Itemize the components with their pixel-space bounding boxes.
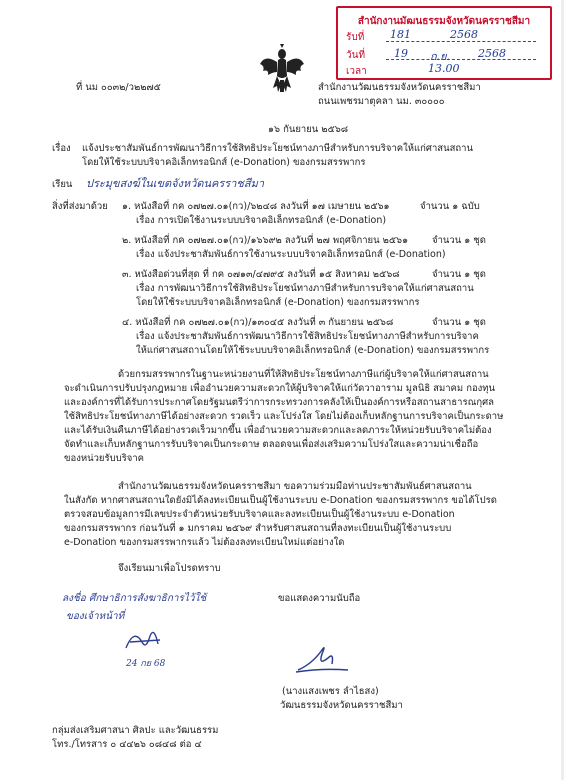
recipient-handwritten: ประมุขสงฆ์ในเขตจังหวัดนครราชสีมา [86, 177, 264, 190]
enclosure-4-line-2: เรื่อง แจ้งประชาสัมพันธ์การพัฒนาวิธีการใช้สิทธิประโยชน์ทางภาษีสำหรับการบริจาค [136, 331, 479, 342]
stamp-recv-month: ก.ย. [430, 50, 451, 63]
stamp-office: สำนักงานมัฒนธรรมจังหวัดนครราชสีมา [357, 16, 531, 27]
stamp-line [386, 59, 536, 60]
para2-line: ของกรมสรรพากร ก่อนวันที่ ๑ มกราคม ๒๕๖๙ สำหรับศาสนสถานที่ลงทะเบียนเป็นผู้ใช้งานระบบ [64, 523, 452, 534]
stamp-recv-row [346, 30, 364, 45]
enclosure-1-qty: จำนวน ๑ ฉบับ [420, 201, 480, 212]
document-date: ๑๖ กันยายน ๒๕๖๘ [268, 124, 349, 135]
signer-title: วัฒนธรรมจังหวัดนครราชสีมา [280, 700, 403, 711]
subject-line-1: แจ้งประชาสัมพันธ์การพัฒนาวิธีการใช้สิทธิประโยชน์ทางภาษีสำหรับการบริจาคให้แก่ศาสนสถาน [82, 143, 473, 154]
enclosure-2-qty: จำนวน ๑ ชุด [432, 235, 486, 246]
enclosure-3-line-3: โดยให้ใช้ระบบบริจาคอิเล็กทรอนิกส์ (e-Donation) ของกรมสรรพากร [136, 297, 420, 308]
enclosure-4-qty: จำนวน ๑ ชุด [432, 317, 486, 328]
stamp-time-label: เวลา [346, 66, 367, 77]
sender-office: สำนักงานวัฒนธรรมจังหวัดนครราชสีมา [318, 82, 481, 93]
enclosure-2-line-1: ๒. หนังสือที่ กค ๐๗๒๗.๐๑(กว)/๑๖๖๙๒ ลงวันที่ ๒๗ พฤศจิกายน ๒๕๖๑ [122, 235, 409, 246]
para1-line: จะดำเนินการปรับปรุงกฎหมาย เพื่ออำนวยความสะดวกให้ผู้บริจาคให้แก่วัดวาอาราม มูลนิธิ สมาคม กองทุน [64, 383, 496, 394]
para2-line: สำนักงานวัฒนธรรมจังหวัดนครราชสีมา ขอความร่วมมือท่านประชาสัมพันธ์ศาสนสถาน [118, 481, 472, 492]
stamp-recv-no: 181 [390, 28, 411, 41]
sender-address: ถนนเพชรมาตุคลา นม. ๓๐๐๐๐ [318, 96, 445, 107]
para2-line: ตรวจสอบข้อมูลการมีเลขประจำตัวหน่วยรับบริจาคและลงทะเบียนเป็นผู้ใช้งานระบบ e-Donation [64, 509, 455, 520]
handwritten-note-line-2: ของเจ้าหน้าที่ [66, 611, 125, 622]
stamp-recv-time: 13.00 [428, 62, 460, 75]
regards-line: ขอแสดงความนับถือ [278, 593, 361, 604]
official-signature-icon [292, 640, 352, 678]
stamp-recv-label: รับที่ [346, 32, 365, 43]
stamp-recv-year: 2568 [450, 28, 478, 41]
enclosures-label: สิ่งที่ส่งมาด้วย [52, 201, 108, 212]
enclosure-4-line-1: ๔. หนังสือที่ กค ๐๗๒๗.๐๑(กว)/๑๓๐๔๕ ลงวันที่ ๓ กันยายน ๒๕๖๘ [122, 317, 394, 328]
stamp-time-row [346, 64, 367, 79]
enclosure-1-line-2: เรื่อง การเปิดใช้งานระบบบริจาคอิเล็กทรอนิกส์ (e-Donation) [136, 215, 387, 226]
handwritten-note-date: 24 กย 68 [126, 659, 166, 669]
stamp-recv-year2: 2568 [478, 47, 506, 60]
stamp-date-row [346, 48, 365, 63]
stamp-recv-day: 19 [394, 47, 408, 60]
enclosure-4-line-3: ให้แก่ศาสนสถานโดยให้ใช้ระบบบริจาคอิเล็กทรอนิกส์ (e-Donation) ของกรมสรรพากร [136, 345, 490, 356]
garuda-emblem-icon [259, 44, 305, 96]
enclosure-3-qty: จำนวน ๑ ชุด [432, 269, 486, 280]
closing-line: จึงเรียนมาเพื่อโปรดทราบ [118, 563, 221, 574]
reference-number: ที่ นม ๐๐๓๒/ว๒๒๗๕ [76, 82, 161, 93]
para1-line: จัดทำและเก็บหลักฐานการรับบริจาคเป็นกระดาษ ตลอดจนเพื่อส่งเสริมความโปร่งใสและความน่าเชื่อถือ [64, 439, 479, 450]
handwritten-note-line-1: ลงชื่อ ศึกษาธิการสังฆาธิการไว้ใช้ [62, 593, 207, 604]
para2-line: e-Donation ของกรมสรรพากรแล้ว ไม่ต้องลงทะเบียนใหม่แต่อย่างใด [64, 537, 345, 548]
subject-label: เรื่อง [52, 143, 71, 154]
stamp-date-label: วันที่ [346, 50, 366, 61]
initials-signature-icon [120, 624, 170, 658]
subject-line-2: โดยให้ใช้ระบบบริจาคอิเล็กทรอนิกส์ (e-Donation) ของกรมสรรพากร [82, 157, 366, 168]
stamp-line [386, 41, 536, 42]
footer-department: กลุ่มส่งเสริมศาสนา ศิลปะ และวัฒนธรรม [52, 725, 219, 736]
para1-line: ของหน่วยรับบริจาค [64, 453, 145, 464]
para1-line: และองค์การที่ได้รับการประกาศโดยรัฐมนตรีว่าการกระทรวงการคลังให้เป็นองค์การหรือสถานสาธารณกุศล [64, 397, 494, 408]
para1-line: ใช้สิทธิประโยชน์ทางภาษีได้อย่างสะดวก รวดเร็ว และโปร่งใส โดยไม่ต้องเก็บหลักฐานการบริจาคเป็นกระดาษ [64, 411, 504, 422]
signer-name: (นางแสงเพชร ลำไธสง) [282, 686, 379, 697]
receipt-stamp [336, 6, 552, 80]
para2-line: ในสังกัด หากศาสนสถานใดยังมิได้ลงทะเบียนเป็นผู้ใช้งานระบบ e-Donation ของกรมสรรพากร ขอได้โปรด [64, 495, 497, 506]
para1-line: และได้รับเงินคืนภาษีได้อย่างรวดเร็วมากขึ้น เพื่ออำนวยความสะดวกและลดภาระให้หน่วยรับบริจาคไม่ต้อง [64, 425, 492, 436]
enclosure-1-line-1: ๑. หนังสือที่ กค ๐๗๒๗.๐๑(กว)/๖๒๔๘ ลงวันที่ ๑๗ เมษายน ๒๕๖๑ [122, 201, 390, 212]
enclosure-2-line-2: เรื่อง แจ้งประชาสัมพันธ์การใช้งานระบบบริจาคอิเล็กทรอนิกส์ (e-Donation) [136, 249, 446, 260]
para1-line: ด้วยกรมสรรพากรในฐานะหน่วยงานที่ให้สิทธิประโยชน์ทางภาษีแก่ผู้บริจาคให้แก่ศาสนสถาน [118, 369, 489, 380]
enclosure-3-line-1: ๓. หนังสือด่วนที่สุด ที่ กค ๐๗๑๓/๔๗๙๕ ลงวันที่ ๑๕ สิงหาคม ๒๕๖๘ [122, 269, 400, 280]
footer-phone: โทร./โทรสาร ๐ ๔๔๒๖ ๐๘๔๘ ต่อ ๔ [52, 739, 202, 750]
to-label: เรียน [52, 179, 73, 190]
enclosure-3-line-2: เรื่อง การพัฒนาวิธีการใช้สิทธิประโยชน์ทางภาษีสำหรับการบริจาคให้แก่ศาสนสถาน [136, 283, 474, 294]
